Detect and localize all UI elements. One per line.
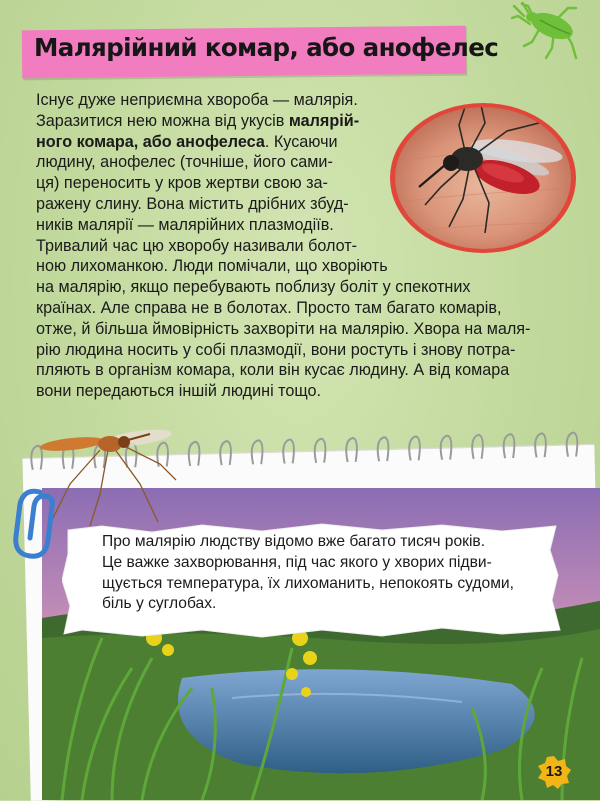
text-line: людину, анофелес (точніше, його сами- xyxy=(36,153,333,172)
text-line: ників малярії — малярійних плазмодіїв. xyxy=(36,215,334,234)
text-line: вони передаються іншій людині тощо. xyxy=(36,382,322,401)
text-line: Існує дуже неприємна хвороба — малярія. xyxy=(36,91,358,109)
spiral-ring xyxy=(472,435,483,459)
text-line: ного комара, або анофелеса. Кусаючи xyxy=(36,132,338,151)
beetle-icon xyxy=(510,2,586,68)
text-line: на малярію, якщо перебувають поблизу боліт у спекотних xyxy=(36,278,471,297)
text-line: ця) переносить у кров жертви свою за- xyxy=(36,174,328,193)
text-line: отже, й більша ймовірність захворіти на малярію. Хвора на маля- xyxy=(36,319,531,338)
spiral-ring xyxy=(377,437,388,461)
page-number-badge xyxy=(536,755,572,789)
note-text xyxy=(102,532,562,615)
text-line: Заразитися нею можна від укусів малярій- xyxy=(36,111,360,130)
text-line: ражену слину. Вона містить дрібних збуд- xyxy=(36,194,349,213)
fact-note-card xyxy=(62,520,562,638)
spiral-ring xyxy=(566,432,577,456)
text-line: Тривалий час цю хворобу називали болот- xyxy=(36,236,358,255)
text-line: рію людина носить у собі плазмодії, вони ростуть і знову потра- xyxy=(36,340,516,359)
spiral-ring xyxy=(503,434,514,458)
spiral-ring xyxy=(283,439,294,463)
spiral-ring xyxy=(346,438,357,462)
spiral-ring xyxy=(440,436,451,460)
spiral-ring xyxy=(314,439,325,463)
note-line: Це важке захворювання, під час якого у хворих підви- xyxy=(102,553,492,571)
note-line: щується температура, їх лихоманить, непокоять судоми, xyxy=(102,574,514,592)
page-number: 13 xyxy=(545,763,563,780)
page-title: Малярійний комар, або анофелес xyxy=(34,33,499,62)
note-line: біль у суглобах. xyxy=(102,595,217,613)
spiral-ring xyxy=(535,433,546,457)
spiral-ring xyxy=(409,436,420,460)
spiral-ring xyxy=(251,440,262,464)
mosquito-bite-photo xyxy=(389,103,577,253)
spiral-ring xyxy=(220,441,231,465)
text-line: ною лихоманкою. Люди помічали, що хворіють xyxy=(36,257,388,276)
text-line: пляють в організм комара, коли він кусає людину. А від комара xyxy=(36,361,510,380)
text-line: країнах. Але справа не в болотах. Просто там багато комарів, xyxy=(36,298,502,317)
note-line: Про малярію людству відомо вже багато тисяч років. xyxy=(102,533,486,550)
paperclip-icon xyxy=(10,484,62,562)
spiral-ring xyxy=(188,442,199,466)
